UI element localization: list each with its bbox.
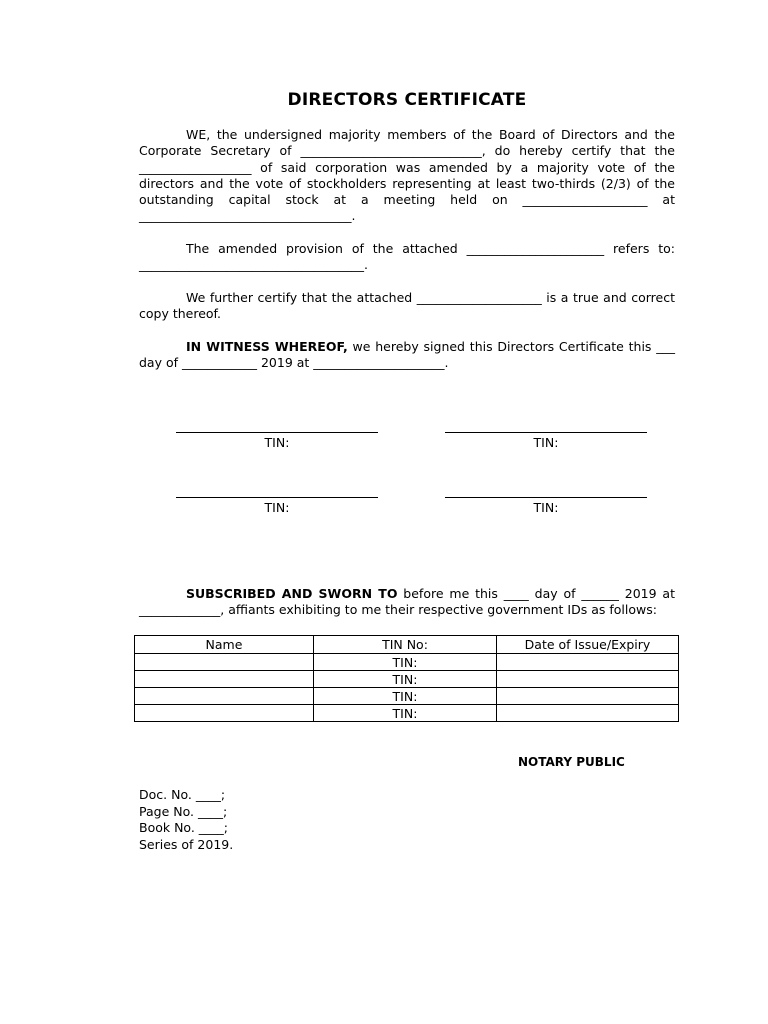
- text: is a true and correct copy thereof.: [139, 290, 676, 322]
- date-cell[interactable]: [497, 688, 679, 705]
- date-cell[interactable]: [497, 671, 679, 688]
- table-row: [135, 671, 679, 688]
- attached-document-blank[interactable]: ______________________: [466, 241, 605, 256]
- text: We further certify that the attached: [186, 290, 417, 305]
- signature-tin-label: TIN:: [264, 500, 290, 515]
- amended-provision-paragraph: [139, 241, 675, 274]
- signature-block: [445, 497, 647, 515]
- notary-public-label: NOTARY PUBLIC: [518, 755, 625, 769]
- text: 2019 at: [257, 355, 314, 371]
- page-no-line: Page No. ____;: [139, 803, 228, 819]
- table-header-row: [135, 636, 679, 654]
- column-header-tin: TIN No:: [314, 636, 497, 654]
- text: at: [647, 192, 675, 208]
- attached-copy-blank[interactable]: ____________________: [416, 290, 542, 305]
- signature-block: [445, 432, 647, 450]
- sworn-paragraph: [139, 586, 675, 619]
- signature-tin-label: TIN:: [264, 435, 290, 450]
- witness-paragraph: [139, 339, 675, 372]
- corporation-name-blank[interactable]: _____________________________,: [300, 143, 486, 159]
- tin-cell[interactable]: TIN:: [314, 688, 497, 705]
- notarial-register: [139, 787, 233, 853]
- signature-line[interactable]: [445, 432, 647, 433]
- text: we hereby signed this Directors Certificate this: [347, 339, 657, 354]
- day-blank[interactable]: ____: [503, 586, 529, 601]
- place-blank[interactable]: _____________,: [139, 602, 225, 618]
- text: day of: [139, 355, 182, 371]
- place-blank[interactable]: _____________________.: [313, 355, 449, 371]
- name-cell[interactable]: [135, 671, 314, 688]
- true-copy-paragraph: [139, 290, 675, 323]
- signature-block: [176, 432, 378, 450]
- table-row: [135, 688, 679, 705]
- text: day of: [528, 586, 582, 601]
- sworn-heading: SUBSCRIBED AND SWORN TO: [186, 586, 398, 601]
- signature-line[interactable]: [176, 497, 378, 498]
- text: The amended provision of the attached: [186, 241, 467, 256]
- signature-tin-label: TIN:: [533, 435, 559, 450]
- column-header-date: Date of Issue/Expiry: [497, 636, 679, 654]
- certification-paragraph: [139, 127, 675, 225]
- series-line: Series of 2019.: [139, 836, 234, 852]
- text: affiants exhibiting to me their respective government IDs as follows:: [224, 602, 657, 618]
- provision-refers-blank[interactable]: ____________________________________.: [139, 257, 368, 273]
- document-title: DIRECTORS CERTIFICATE: [287, 90, 527, 110]
- name-cell[interactable]: [135, 654, 314, 671]
- text: before me this: [397, 586, 504, 601]
- text: refers to:: [604, 241, 675, 256]
- table-row: [135, 654, 679, 671]
- signature-tin-label: TIN:: [533, 500, 559, 515]
- signature-block: [176, 497, 378, 515]
- meeting-date-blank[interactable]: ____________________: [522, 192, 648, 208]
- date-cell[interactable]: [497, 705, 679, 722]
- meeting-place-blank[interactable]: __________________________________.: [139, 208, 356, 224]
- name-cell[interactable]: [135, 688, 314, 705]
- book-no-line: Book No. ____;: [139, 820, 229, 835]
- table-row: [135, 705, 679, 722]
- month-blank[interactable]: ____________: [182, 355, 257, 371]
- day-blank[interactable]: ___: [656, 339, 675, 354]
- tin-cell[interactable]: TIN:: [314, 705, 497, 722]
- date-cell[interactable]: [497, 654, 679, 671]
- text: do hereby certify that the: [485, 143, 675, 159]
- tin-cell[interactable]: TIN:: [314, 671, 497, 688]
- signature-line[interactable]: [176, 432, 378, 433]
- affiant-id-table: [134, 635, 679, 722]
- doc-no-line: Doc. No. ____;: [139, 787, 226, 802]
- amended-item-blank[interactable]: __________________: [139, 159, 252, 175]
- witness-heading: IN WITNESS WHEREOF,: [186, 339, 348, 354]
- text: WE, the undersigned majority members of the Board of Directors and the Corporate Secretary of: [139, 127, 675, 159]
- name-cell[interactable]: [135, 705, 314, 722]
- month-blank[interactable]: ______: [581, 586, 619, 601]
- column-header-name: Name: [135, 636, 314, 654]
- signature-line[interactable]: [445, 497, 647, 498]
- text: of said corporation was amended by a majority vote of the directors and the vote of stockholders representing at least two-thirds (2/3) of the outstanding capital stock at a meeting held on: [139, 159, 675, 208]
- text: 2019 at: [618, 586, 675, 601]
- tin-cell[interactable]: TIN:: [314, 654, 497, 671]
